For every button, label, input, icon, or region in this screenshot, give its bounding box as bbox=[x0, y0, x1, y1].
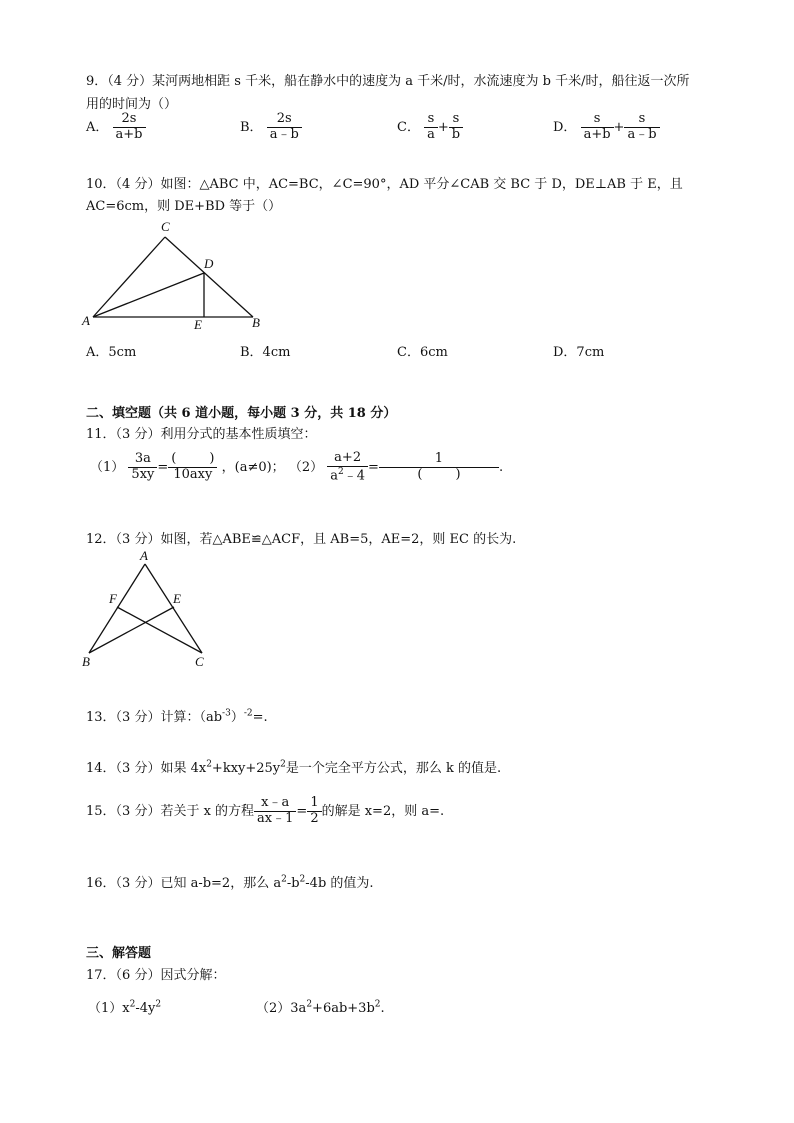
option-label: D． bbox=[553, 119, 577, 135]
text: =. bbox=[252, 710, 268, 725]
q11-stem: 11．（3 分）利用分式的基本性质填空： bbox=[86, 427, 317, 442]
fraction bbox=[327, 451, 368, 484]
exponent: -3 bbox=[222, 708, 231, 719]
exponent: -2 bbox=[243, 708, 253, 719]
q10-stem-line2: AC=6cm，则 DE+BD 等于（） bbox=[86, 199, 282, 214]
exponent: 2 bbox=[206, 759, 212, 770]
fraction bbox=[624, 112, 659, 143]
point-label-c: C bbox=[195, 654, 204, 669]
q9-option-b bbox=[240, 112, 302, 143]
q10-stem-line1: 10．（4 分）如图：△ABC 中，AC=BC，∠C=90°，AD 平分∠CAB 交 BC 于 D，DE⊥AB 于 E，且 bbox=[86, 177, 683, 192]
fraction bbox=[449, 112, 463, 143]
text: -4y bbox=[135, 1001, 156, 1016]
point-label-d: D bbox=[204, 256, 214, 271]
plus-sign: + bbox=[613, 119, 625, 135]
section-3-heading: 三、解答题 bbox=[86, 946, 152, 961]
denominator: b bbox=[451, 126, 461, 142]
segment-cb bbox=[165, 237, 253, 317]
text: 16．（3 分）已知 a-b=2，那么 a bbox=[86, 876, 282, 891]
q14 bbox=[86, 757, 501, 776]
plus-sign: + bbox=[437, 119, 449, 135]
q13 bbox=[86, 706, 268, 725]
numerator: x﹣a bbox=[254, 796, 296, 812]
numerator: 2s bbox=[113, 112, 146, 128]
q16 bbox=[86, 872, 374, 891]
part-label: （1） bbox=[90, 460, 125, 476]
fraction bbox=[267, 112, 302, 143]
q17-part1 bbox=[88, 997, 161, 1016]
fraction bbox=[307, 796, 321, 827]
text: 15．（3 分）若关于 x 的方程 bbox=[86, 803, 255, 819]
denominator: 2 bbox=[310, 810, 319, 826]
q17-stem: 17．（6 分）因式分解： bbox=[86, 968, 226, 983]
numerator: a+2 bbox=[327, 451, 368, 467]
segment-be bbox=[89, 607, 174, 653]
segment-ac bbox=[145, 564, 202, 653]
segment-ad bbox=[93, 273, 204, 317]
section-2-heading: 二、填空题（共 6 道小题，每小题 3 分，共 18 分） bbox=[86, 406, 397, 421]
point-label-e: E bbox=[194, 317, 202, 332]
text: 的解是 x=2，则 a=. bbox=[321, 803, 445, 819]
numerator-blank: ( ) bbox=[168, 452, 217, 468]
segment-ab bbox=[89, 564, 145, 653]
q9-option-d bbox=[553, 112, 660, 143]
equals-sign: = bbox=[368, 460, 379, 476]
q9-option-c bbox=[397, 112, 463, 143]
point-label-a: A bbox=[140, 548, 148, 563]
text: +kxy+25y bbox=[211, 761, 281, 776]
numerator: s bbox=[581, 112, 614, 128]
numerator: 1 bbox=[307, 796, 321, 812]
option-label: C． bbox=[397, 119, 420, 135]
q9-stem-line2: 用的时间为（） bbox=[86, 97, 178, 112]
equals-sign: = bbox=[157, 460, 169, 476]
numerator: 3a bbox=[128, 452, 157, 468]
denominator-blank: ( ) bbox=[417, 467, 461, 483]
fraction bbox=[581, 112, 614, 143]
condition: ，(a≠0)； bbox=[221, 460, 285, 476]
fraction bbox=[254, 796, 296, 827]
numerator: 2s bbox=[267, 112, 302, 128]
denominator: 10axy bbox=[173, 467, 213, 483]
fraction bbox=[379, 452, 499, 483]
q12-stem: 12．（3 分）如图，若△ABE≌△ACF，且 AB=5，AE=2，则 EC 的长为. bbox=[86, 532, 517, 547]
q15 bbox=[86, 796, 444, 827]
numerator: s bbox=[624, 112, 659, 128]
exponent: 2 bbox=[306, 999, 313, 1010]
text: 3a bbox=[290, 1001, 307, 1016]
q10-triangle-figure bbox=[80, 218, 270, 336]
text: 14．（3 分）如果 4x bbox=[86, 761, 207, 776]
q10-option-c: C．6cm bbox=[397, 345, 448, 360]
fraction bbox=[113, 112, 146, 143]
point-label-f: F bbox=[109, 591, 117, 606]
denominator: a﹣b bbox=[269, 126, 299, 142]
numerator: s bbox=[424, 112, 438, 128]
point-label-c: C bbox=[161, 219, 170, 234]
segment-ac bbox=[93, 237, 165, 317]
exponent: 2 bbox=[374, 999, 381, 1010]
text: +6ab+3b bbox=[312, 1001, 375, 1016]
text: x bbox=[122, 1001, 130, 1016]
part-label: （2） bbox=[256, 1001, 291, 1016]
q17-part2 bbox=[256, 997, 385, 1016]
denominator: 5xy bbox=[131, 467, 155, 483]
segment-cf bbox=[117, 607, 202, 653]
exponent: 2 bbox=[281, 874, 287, 885]
fraction bbox=[128, 452, 157, 483]
point-label-e: E bbox=[173, 591, 181, 606]
denominator: a﹣b bbox=[627, 126, 657, 142]
exponent: 2 bbox=[129, 999, 136, 1010]
part-label: （1） bbox=[88, 1001, 123, 1016]
point-label-b: B bbox=[82, 654, 90, 669]
text: 13．（3 分）计算：（ab bbox=[86, 710, 223, 725]
exponent: 2 bbox=[338, 466, 344, 477]
fraction bbox=[424, 112, 438, 143]
denominator: a+b bbox=[583, 126, 611, 142]
text: -4b 的值为. bbox=[305, 876, 374, 891]
q10-option-b: B．4cm bbox=[240, 345, 291, 360]
base: a bbox=[330, 468, 339, 484]
text: -b bbox=[286, 876, 300, 891]
fraction bbox=[168, 452, 217, 483]
text: . bbox=[380, 1001, 385, 1016]
denominator: ax﹣1 bbox=[257, 810, 294, 826]
text: ） bbox=[230, 710, 244, 725]
exponent: 2 bbox=[155, 999, 162, 1010]
option-label: A． bbox=[86, 119, 109, 135]
text: 是一个完全平方公式，那么 k 的值是. bbox=[285, 761, 502, 776]
point-label-a: A bbox=[82, 313, 90, 328]
point-label-b: B bbox=[252, 315, 260, 330]
rest: ﹣4 bbox=[343, 468, 366, 484]
equals-sign: = bbox=[296, 803, 308, 819]
q10-option-a: A．5cm bbox=[86, 345, 137, 360]
exponent: 2 bbox=[299, 874, 306, 885]
part-label: （2） bbox=[288, 460, 324, 476]
numerator: s bbox=[449, 112, 463, 128]
denominator bbox=[327, 467, 368, 484]
q9-option-a bbox=[86, 112, 146, 143]
q9-stem-line1: 9．（4 分）某河两地相距 s 千米，船在静水中的速度为 a 千米/时，水流速度为 b 千米/时，船往返一次所 bbox=[86, 74, 690, 89]
exponent: 2 bbox=[280, 759, 286, 770]
q12-triangle-figure bbox=[78, 546, 218, 670]
period: . bbox=[498, 460, 504, 476]
numerator: 1 bbox=[379, 452, 499, 468]
denominator: a+b bbox=[115, 126, 143, 142]
option-label: B． bbox=[240, 119, 263, 135]
q11-part1 bbox=[90, 451, 503, 484]
q10-option-d: D．7cm bbox=[553, 345, 605, 360]
denominator: a bbox=[427, 126, 435, 142]
